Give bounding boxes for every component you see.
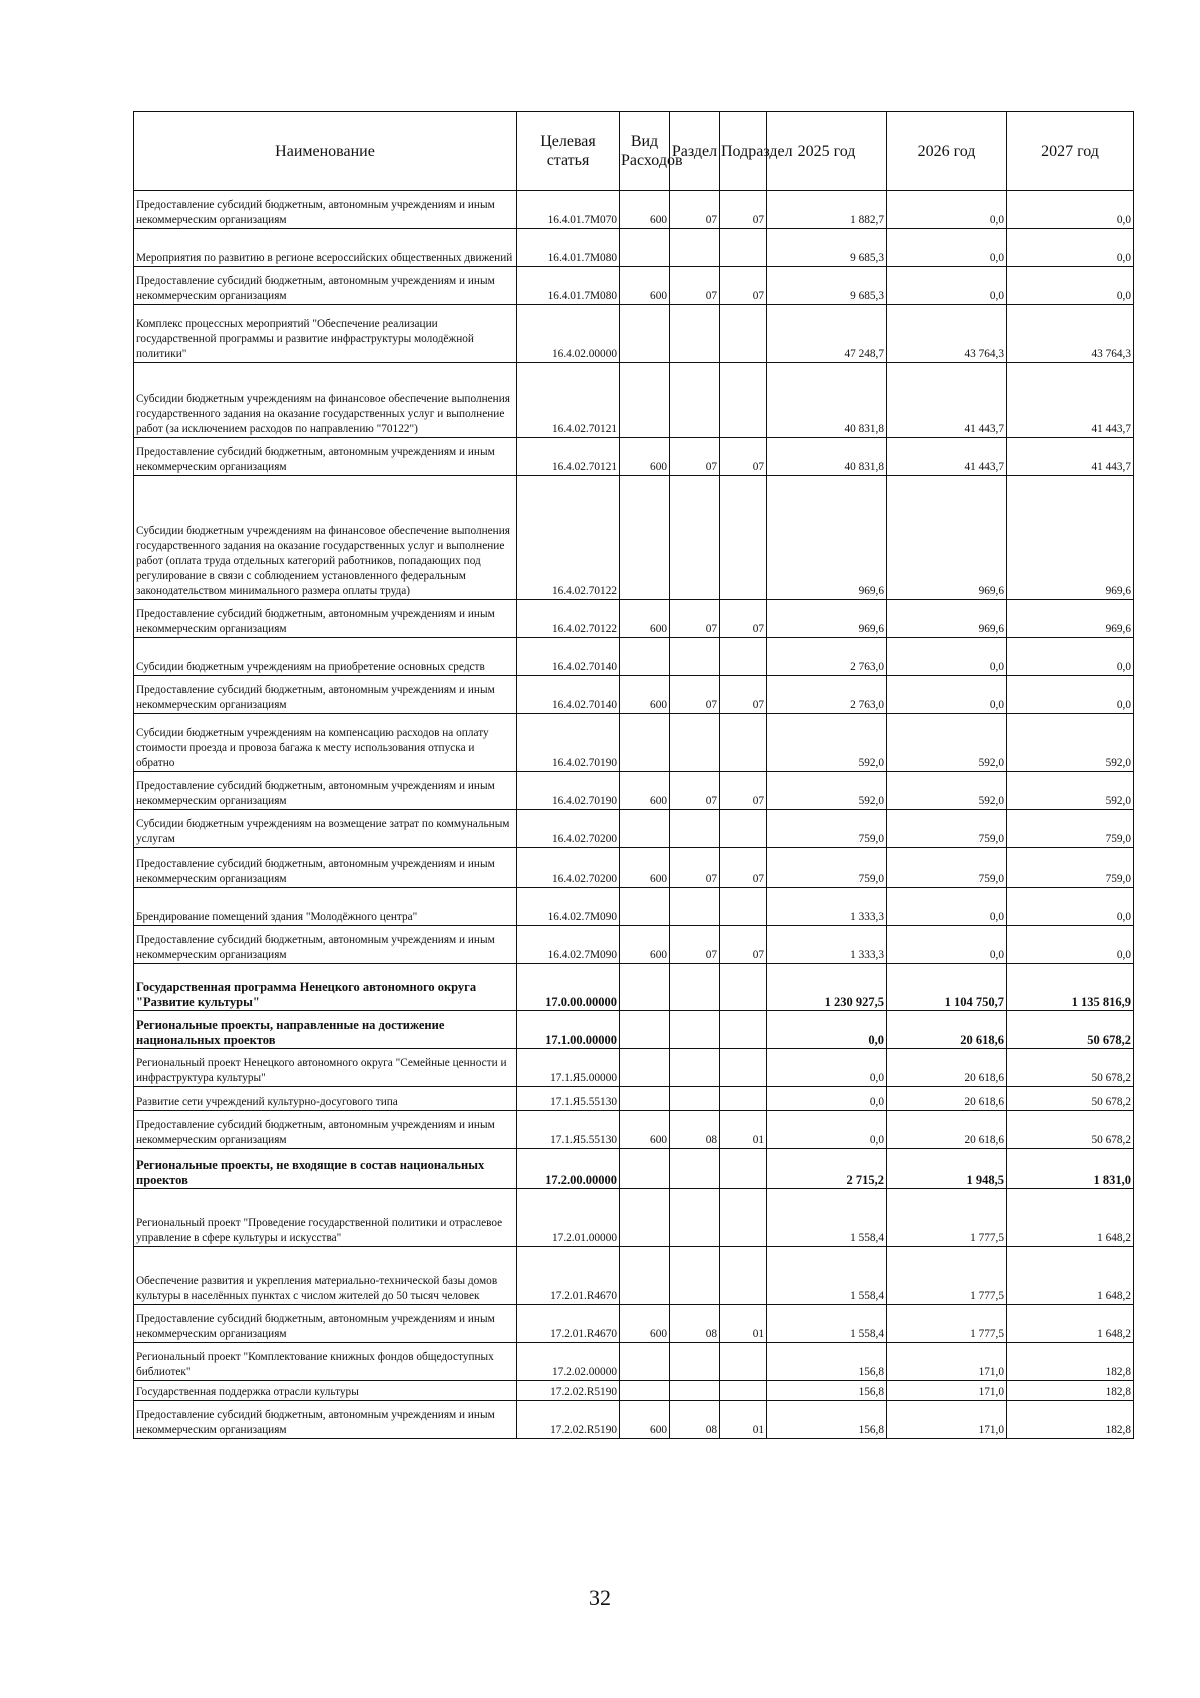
row-name: Комплекс процессных мероприятий "Обеспечение реализации государственной программы и развитие инфраструктуры молодёжной политики" bbox=[134, 305, 517, 363]
header-target: Целевая статья bbox=[517, 112, 620, 191]
row-value-2027: 182,8 bbox=[1007, 1381, 1134, 1401]
row-expense-kind bbox=[620, 964, 670, 1011]
row-expense-kind bbox=[620, 1011, 670, 1049]
row-value-2025: 156,8 bbox=[767, 1343, 887, 1381]
row-expense-kind bbox=[620, 1087, 670, 1111]
row-value-2026: 20 618,6 bbox=[887, 1011, 1007, 1049]
row-value-2027: 41 443,7 bbox=[1007, 438, 1134, 476]
header-name: Наименование bbox=[134, 112, 517, 191]
row-subsection bbox=[720, 1049, 767, 1087]
row-section: 07 bbox=[670, 267, 720, 305]
row-section bbox=[670, 1189, 720, 1247]
row-code: 16.4.01.7М080 bbox=[517, 229, 620, 267]
row-section bbox=[670, 305, 720, 363]
table-row bbox=[134, 1011, 1134, 1049]
row-name: Субсидии бюджетным учреждениям на возмещение затрат по коммунальным услугам bbox=[134, 810, 517, 848]
row-section: 07 bbox=[670, 676, 720, 714]
row-value-2025: 759,0 bbox=[767, 810, 887, 848]
table-row bbox=[134, 848, 1134, 888]
row-name: Субсидии бюджетным учреждениям на компенсацию расходов на оплату стоимости проезда и провоза багажа к месту использования отпуска и обратно bbox=[134, 714, 517, 772]
table-row bbox=[134, 888, 1134, 926]
row-expense-kind bbox=[620, 1189, 670, 1247]
row-value-2027: 0,0 bbox=[1007, 926, 1134, 964]
row-code: 17.0.00.00000 bbox=[517, 964, 620, 1011]
row-value-2027: 50 678,2 bbox=[1007, 1049, 1134, 1087]
row-value-2025: 2 763,0 bbox=[767, 638, 887, 676]
row-expense-kind bbox=[620, 810, 670, 848]
row-value-2025: 156,8 bbox=[767, 1401, 887, 1439]
row-code: 17.2.01.00000 bbox=[517, 1189, 620, 1247]
table-row bbox=[134, 363, 1134, 438]
row-value-2027: 0,0 bbox=[1007, 191, 1134, 229]
row-value-2026: 20 618,6 bbox=[887, 1087, 1007, 1111]
row-subsection bbox=[720, 476, 767, 600]
row-name: Мероприятия по развитию в регионе всероссийских общественных движений bbox=[134, 229, 517, 267]
row-value-2026: 41 443,7 bbox=[887, 363, 1007, 438]
table-header-row bbox=[134, 112, 1134, 191]
table-row bbox=[134, 1049, 1134, 1087]
row-section: 08 bbox=[670, 1111, 720, 1149]
row-name: Брендирование помещений здания "Молодёжного центра" bbox=[134, 888, 517, 926]
row-value-2025: 47 248,7 bbox=[767, 305, 887, 363]
row-value-2027: 0,0 bbox=[1007, 888, 1134, 926]
row-value-2026: 759,0 bbox=[887, 848, 1007, 888]
row-subsection bbox=[720, 1247, 767, 1305]
row-expense-kind: 600 bbox=[620, 1305, 670, 1343]
row-value-2027: 50 678,2 bbox=[1007, 1011, 1134, 1049]
row-expense-kind: 600 bbox=[620, 926, 670, 964]
row-value-2025: 40 831,8 bbox=[767, 438, 887, 476]
table-row bbox=[134, 1305, 1134, 1343]
row-value-2025: 0,0 bbox=[767, 1087, 887, 1111]
row-value-2026: 41 443,7 bbox=[887, 438, 1007, 476]
row-expense-kind bbox=[620, 1149, 670, 1189]
table-row bbox=[134, 1401, 1134, 1439]
row-subsection bbox=[720, 964, 767, 1011]
row-subsection: 07 bbox=[720, 191, 767, 229]
header-2026: 2026 год bbox=[887, 112, 1007, 191]
row-name: Предоставление субсидий бюджетным, автономным учреждениям и иным некоммерческим организациям bbox=[134, 600, 517, 638]
row-code: 16.4.02.7М090 bbox=[517, 926, 620, 964]
row-value-2025: 9 685,3 bbox=[767, 229, 887, 267]
row-name: Региональные проекты, не входящие в состав национальных проектов bbox=[134, 1149, 517, 1189]
table-row bbox=[134, 714, 1134, 772]
row-subsection bbox=[720, 1087, 767, 1111]
row-subsection: 07 bbox=[720, 772, 767, 810]
row-value-2027: 0,0 bbox=[1007, 638, 1134, 676]
row-code: 17.2.01.R4670 bbox=[517, 1305, 620, 1343]
row-section bbox=[670, 888, 720, 926]
row-subsection bbox=[720, 1011, 767, 1049]
row-expense-kind bbox=[620, 714, 670, 772]
row-value-2025: 9 685,3 bbox=[767, 267, 887, 305]
row-section: 07 bbox=[670, 191, 720, 229]
row-value-2027: 759,0 bbox=[1007, 810, 1134, 848]
row-name: Предоставление субсидий бюджетным, автономным учреждениям и иным некоммерческим организациям bbox=[134, 1401, 517, 1439]
table-row bbox=[134, 638, 1134, 676]
row-section bbox=[670, 638, 720, 676]
row-code: 16.4.02.70140 bbox=[517, 638, 620, 676]
row-name: Обеспечение развития и укрепления материально-технической базы домов культуры в населённых пунктах с числом жителей до 50 тысяч человек bbox=[134, 1247, 517, 1305]
table-row bbox=[134, 964, 1134, 1011]
row-value-2027: 0,0 bbox=[1007, 267, 1134, 305]
row-expense-kind bbox=[620, 1247, 670, 1305]
row-name: Региональный проект Ненецкого автономного округа "Семейные ценности и инфраструктура культуры" bbox=[134, 1049, 517, 1087]
row-value-2025: 592,0 bbox=[767, 772, 887, 810]
page-number: 32 bbox=[589, 1585, 611, 1610]
row-section bbox=[670, 1343, 720, 1381]
row-subsection: 01 bbox=[720, 1401, 767, 1439]
row-section: 07 bbox=[670, 772, 720, 810]
row-value-2025: 2 763,0 bbox=[767, 676, 887, 714]
row-value-2026: 20 618,6 bbox=[887, 1049, 1007, 1087]
row-value-2027: 969,6 bbox=[1007, 600, 1134, 638]
row-section bbox=[670, 1087, 720, 1111]
row-value-2025: 40 831,8 bbox=[767, 363, 887, 438]
table-row bbox=[134, 1111, 1134, 1149]
row-value-2026: 0,0 bbox=[887, 638, 1007, 676]
row-value-2026: 1 104 750,7 bbox=[887, 964, 1007, 1011]
row-value-2026: 0,0 bbox=[887, 267, 1007, 305]
row-code: 16.4.01.7М080 bbox=[517, 267, 620, 305]
row-value-2026: 969,6 bbox=[887, 476, 1007, 600]
row-section: 08 bbox=[670, 1401, 720, 1439]
row-value-2026: 171,0 bbox=[887, 1401, 1007, 1439]
row-section: 07 bbox=[670, 926, 720, 964]
row-value-2026: 171,0 bbox=[887, 1381, 1007, 1401]
row-code: 16.4.01.7М070 bbox=[517, 191, 620, 229]
header-section: Раздел bbox=[670, 112, 720, 191]
row-name: Предоставление субсидий бюджетным, автономным учреждениям и иным некоммерческим организациям bbox=[134, 676, 517, 714]
row-subsection: 01 bbox=[720, 1305, 767, 1343]
row-subsection: 07 bbox=[720, 600, 767, 638]
row-subsection bbox=[720, 1189, 767, 1247]
row-value-2025: 0,0 bbox=[767, 1011, 887, 1049]
row-subsection: 07 bbox=[720, 848, 767, 888]
table-row bbox=[134, 476, 1134, 600]
row-code: 16.4.02.70200 bbox=[517, 810, 620, 848]
row-value-2027: 50 678,2 bbox=[1007, 1087, 1134, 1111]
row-value-2026: 43 764,3 bbox=[887, 305, 1007, 363]
row-value-2025: 0,0 bbox=[767, 1111, 887, 1149]
row-value-2027: 43 764,3 bbox=[1007, 305, 1134, 363]
row-value-2025: 0,0 bbox=[767, 1049, 887, 1087]
row-value-2027: 1 648,2 bbox=[1007, 1305, 1134, 1343]
row-expense-kind: 600 bbox=[620, 848, 670, 888]
row-name: Развитие сети учреждений культурно-досугового типа bbox=[134, 1087, 517, 1111]
row-value-2026: 0,0 bbox=[887, 676, 1007, 714]
row-section bbox=[670, 229, 720, 267]
header-subsection: Подраздел bbox=[720, 112, 767, 191]
row-section bbox=[670, 810, 720, 848]
row-expense-kind bbox=[620, 476, 670, 600]
row-value-2025: 156,8 bbox=[767, 1381, 887, 1401]
row-expense-kind: 600 bbox=[620, 1111, 670, 1149]
row-subsection bbox=[720, 1381, 767, 1401]
table-row bbox=[134, 1247, 1134, 1305]
row-expense-kind bbox=[620, 888, 670, 926]
row-value-2025: 1 558,4 bbox=[767, 1189, 887, 1247]
row-expense-kind: 600 bbox=[620, 772, 670, 810]
row-value-2027: 0,0 bbox=[1007, 676, 1134, 714]
row-value-2027: 182,8 bbox=[1007, 1401, 1134, 1439]
row-section bbox=[670, 1381, 720, 1401]
row-name: Субсидии бюджетным учреждениям на финансовое обеспечение выполнения государственного задания на оказание государственных услуг и выполнение работ (оплата труда отдельных категорий работников, попадающих под регулирование в связи с соблюдением установленного федеральным законодательством минимального размера оплаты труда) bbox=[134, 476, 517, 600]
row-subsection bbox=[720, 1343, 767, 1381]
table-row bbox=[134, 926, 1134, 964]
row-value-2026: 592,0 bbox=[887, 772, 1007, 810]
row-expense-kind: 600 bbox=[620, 438, 670, 476]
header-2025: 2025 год bbox=[767, 112, 887, 191]
row-value-2026: 1 777,5 bbox=[887, 1305, 1007, 1343]
row-value-2026: 0,0 bbox=[887, 191, 1007, 229]
row-expense-kind: 600 bbox=[620, 267, 670, 305]
row-value-2025: 759,0 bbox=[767, 848, 887, 888]
row-expense-kind: 600 bbox=[620, 676, 670, 714]
table-row bbox=[134, 1343, 1134, 1381]
row-value-2025: 592,0 bbox=[767, 714, 887, 772]
row-subsection: 07 bbox=[720, 926, 767, 964]
row-code: 17.1.00.00000 bbox=[517, 1011, 620, 1049]
row-value-2026: 171,0 bbox=[887, 1343, 1007, 1381]
row-name: Предоставление субсидий бюджетным, автономным учреждениям и иным некоммерческим организациям bbox=[134, 926, 517, 964]
row-value-2027: 1 135 816,9 bbox=[1007, 964, 1134, 1011]
row-subsection bbox=[720, 810, 767, 848]
row-code: 16.4.02.70190 bbox=[517, 772, 620, 810]
row-code: 17.2.01.R4670 bbox=[517, 1247, 620, 1305]
row-value-2025: 1 558,4 bbox=[767, 1247, 887, 1305]
row-section bbox=[670, 964, 720, 1011]
table-row bbox=[134, 676, 1134, 714]
row-value-2025: 1 333,3 bbox=[767, 888, 887, 926]
row-code: 16.4.02.70200 bbox=[517, 848, 620, 888]
row-name: Региональный проект "Проведение государственной политики и отраслевое управление в сфере культуры и искусства" bbox=[134, 1189, 517, 1247]
table-row bbox=[134, 772, 1134, 810]
row-expense-kind bbox=[620, 363, 670, 438]
row-code: 17.1.Я5.00000 bbox=[517, 1049, 620, 1087]
row-value-2025: 1 882,7 bbox=[767, 191, 887, 229]
row-name: Субсидии бюджетным учреждениям на финансовое обеспечение выполнения государственного задания на оказание государственных услуг и выполнение работ (за исключением расходов по направлению "70122") bbox=[134, 363, 517, 438]
row-code: 16.4.02.00000 bbox=[517, 305, 620, 363]
table-row bbox=[134, 438, 1134, 476]
row-name: Предоставление субсидий бюджетным, автономным учреждениям и иным некоммерческим организациям bbox=[134, 772, 517, 810]
row-section: 08 bbox=[670, 1305, 720, 1343]
row-subsection: 07 bbox=[720, 438, 767, 476]
row-value-2026: 1 777,5 bbox=[887, 1189, 1007, 1247]
row-code: 16.4.02.70122 bbox=[517, 476, 620, 600]
table-row bbox=[134, 191, 1134, 229]
row-name: Региональные проекты, направленные на достижение национальных проектов bbox=[134, 1011, 517, 1049]
row-name: Предоставление субсидий бюджетным, автономным учреждениям и иным некоммерческим организациям bbox=[134, 267, 517, 305]
row-value-2027: 1 648,2 bbox=[1007, 1189, 1134, 1247]
row-subsection bbox=[720, 1149, 767, 1189]
row-name: Предоставление субсидий бюджетным, автономным учреждениям и иным некоммерческим организациям bbox=[134, 1111, 517, 1149]
row-subsection bbox=[720, 363, 767, 438]
header-2027: 2027 год bbox=[1007, 112, 1134, 191]
row-section bbox=[670, 1149, 720, 1189]
header-kind: Вид Расходов bbox=[620, 112, 670, 191]
row-name: Государственная программа Ненецкого автономного округа "Развитие культуры" bbox=[134, 964, 517, 1011]
row-value-2027: 592,0 bbox=[1007, 772, 1134, 810]
row-subsection: 01 bbox=[720, 1111, 767, 1149]
row-value-2027: 759,0 bbox=[1007, 848, 1134, 888]
row-expense-kind bbox=[620, 1049, 670, 1087]
row-code: 16.4.02.70121 bbox=[517, 438, 620, 476]
row-subsection bbox=[720, 229, 767, 267]
table-body bbox=[134, 191, 1134, 1439]
row-value-2026: 759,0 bbox=[887, 810, 1007, 848]
row-name: Предоставление субсидий бюджетным, автономным учреждениям и иным некоммерческим организациям bbox=[134, 1305, 517, 1343]
row-code: 17.2.02.00000 bbox=[517, 1343, 620, 1381]
row-value-2027: 1 648,2 bbox=[1007, 1247, 1134, 1305]
row-expense-kind: 600 bbox=[620, 600, 670, 638]
row-subsection: 07 bbox=[720, 267, 767, 305]
table-row bbox=[134, 1189, 1134, 1247]
row-code: 17.2.02.R5190 bbox=[517, 1401, 620, 1439]
row-expense-kind: 600 bbox=[620, 191, 670, 229]
row-value-2026: 969,6 bbox=[887, 600, 1007, 638]
row-value-2027: 969,6 bbox=[1007, 476, 1134, 600]
row-code: 17.2.00.00000 bbox=[517, 1149, 620, 1189]
row-value-2025: 2 715,2 bbox=[767, 1149, 887, 1189]
row-name: Государственная поддержка отрасли культуры bbox=[134, 1381, 517, 1401]
row-expense-kind bbox=[620, 229, 670, 267]
row-section bbox=[670, 1011, 720, 1049]
row-code: 17.2.02.R5190 bbox=[517, 1381, 620, 1401]
row-expense-kind bbox=[620, 638, 670, 676]
table-row bbox=[134, 600, 1134, 638]
row-value-2027: 1 831,0 bbox=[1007, 1149, 1134, 1189]
row-code: 16.4.02.70190 bbox=[517, 714, 620, 772]
row-section bbox=[670, 714, 720, 772]
row-section: 07 bbox=[670, 848, 720, 888]
budget-table bbox=[133, 111, 1134, 1439]
row-code: 16.4.02.70122 bbox=[517, 600, 620, 638]
row-value-2027: 592,0 bbox=[1007, 714, 1134, 772]
row-subsection: 07 bbox=[720, 676, 767, 714]
row-code: 17.1.Я5.55130 bbox=[517, 1111, 620, 1149]
row-value-2025: 969,6 bbox=[767, 600, 887, 638]
row-value-2025: 969,6 bbox=[767, 476, 887, 600]
row-value-2026: 20 618,6 bbox=[887, 1111, 1007, 1149]
row-value-2025: 1 230 927,5 bbox=[767, 964, 887, 1011]
row-value-2027: 0,0 bbox=[1007, 229, 1134, 267]
row-name: Предоставление субсидий бюджетным, автономным учреждениям и иным некоммерческим организациям bbox=[134, 191, 517, 229]
row-value-2026: 0,0 bbox=[887, 888, 1007, 926]
row-section: 07 bbox=[670, 600, 720, 638]
row-section bbox=[670, 1049, 720, 1087]
row-name: Региональный проект "Комплектование книжных фондов общедоступных библиотек" bbox=[134, 1343, 517, 1381]
row-name: Предоставление субсидий бюджетным, автономным учреждениям и иным некоммерческим организациям bbox=[134, 848, 517, 888]
row-subsection bbox=[720, 714, 767, 772]
table-row bbox=[134, 305, 1134, 363]
table-row bbox=[134, 267, 1134, 305]
row-value-2026: 1 777,5 bbox=[887, 1247, 1007, 1305]
row-value-2027: 50 678,2 bbox=[1007, 1111, 1134, 1149]
row-section bbox=[670, 1247, 720, 1305]
row-value-2026: 592,0 bbox=[887, 714, 1007, 772]
row-subsection bbox=[720, 638, 767, 676]
row-value-2026: 0,0 bbox=[887, 926, 1007, 964]
row-code: 16.4.02.70140 bbox=[517, 676, 620, 714]
row-section: 07 bbox=[670, 438, 720, 476]
row-value-2025: 1 333,3 bbox=[767, 926, 887, 964]
row-value-2025: 1 558,4 bbox=[767, 1305, 887, 1343]
row-expense-kind bbox=[620, 305, 670, 363]
table-row bbox=[134, 1087, 1134, 1111]
table-row bbox=[134, 229, 1134, 267]
row-code: 17.1.Я5.55130 bbox=[517, 1087, 620, 1111]
row-value-2026: 0,0 bbox=[887, 229, 1007, 267]
row-subsection bbox=[720, 305, 767, 363]
row-value-2026: 1 948,5 bbox=[887, 1149, 1007, 1189]
row-section bbox=[670, 363, 720, 438]
row-subsection bbox=[720, 888, 767, 926]
row-expense-kind bbox=[620, 1381, 670, 1401]
row-name: Субсидии бюджетным учреждениям на приобретение основных средств bbox=[134, 638, 517, 676]
row-code: 16.4.02.7М090 bbox=[517, 888, 620, 926]
row-section bbox=[670, 476, 720, 600]
row-code: 16.4.02.70121 bbox=[517, 363, 620, 438]
row-expense-kind bbox=[620, 1343, 670, 1381]
table-row bbox=[134, 1381, 1134, 1401]
table-row bbox=[134, 810, 1134, 848]
row-expense-kind: 600 bbox=[620, 1401, 670, 1439]
row-value-2027: 182,8 bbox=[1007, 1343, 1134, 1381]
table-row bbox=[134, 1149, 1134, 1189]
row-value-2027: 41 443,7 bbox=[1007, 363, 1134, 438]
row-name: Предоставление субсидий бюджетным, автономным учреждениям и иным некоммерческим организациям bbox=[134, 438, 517, 476]
